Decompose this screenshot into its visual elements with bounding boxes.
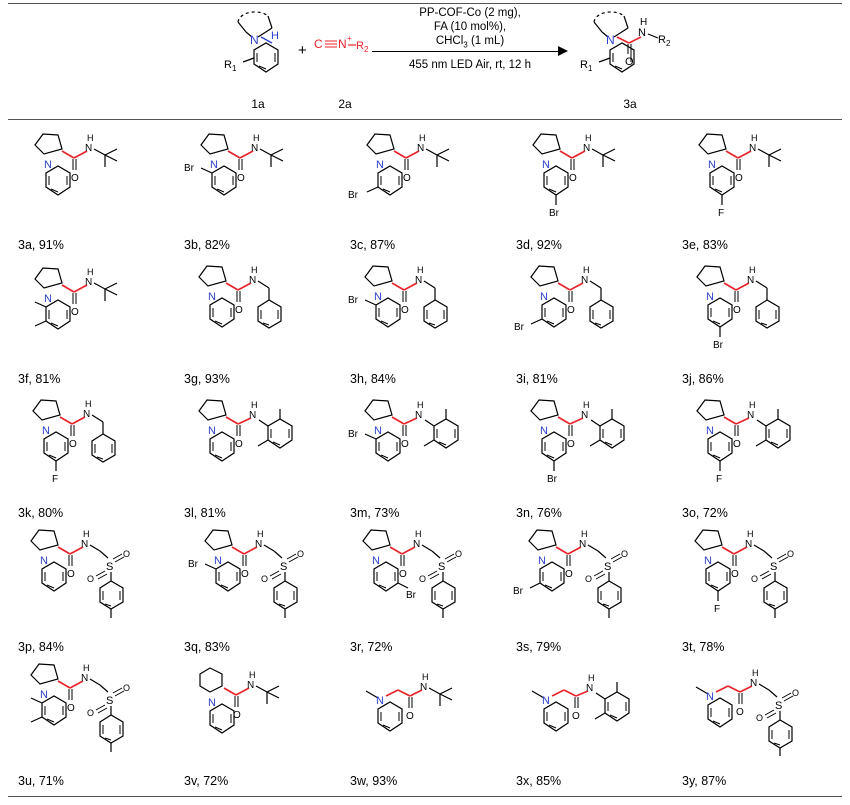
atom-label-F: F (714, 604, 721, 615)
atom-label-N: N (44, 159, 52, 171)
atom-label-Br: Br (549, 208, 559, 219)
atom-label-H: H (640, 17, 648, 28)
atom-label-S: S (775, 700, 783, 712)
product-caption: 3u, 71% (18, 774, 64, 788)
product-cell (176, 526, 342, 660)
product-caption: 3n, 76% (516, 506, 562, 520)
product-cell (342, 258, 508, 392)
atom-label-N: N (251, 143, 259, 154)
atom-label-H: H (251, 265, 258, 275)
atom-label-H: H (588, 673, 595, 683)
atom-label-H: H (419, 133, 426, 143)
condition-line-1: PP-COF-Co (2 mg), (419, 7, 521, 19)
atom-label-O: O (621, 549, 629, 559)
atom-label-O: O (123, 549, 131, 559)
atom-label-N: N (747, 275, 755, 286)
atom-label-H: H (583, 265, 590, 275)
atom-label-O: O (419, 574, 427, 584)
atom-label-N: N (85, 143, 93, 154)
atom-label-O: O (572, 711, 580, 722)
atom-label-O: O (237, 173, 245, 184)
substrate-structure (216, 6, 308, 98)
atom-label-O: O (567, 439, 575, 450)
atom-label-O: O (735, 173, 743, 184)
product-cell (10, 124, 176, 258)
product-caption: 3x, 85% (516, 774, 562, 788)
atom-label-N: N (40, 689, 48, 701)
atom-label-H: H (415, 529, 422, 539)
structure-3l (176, 394, 342, 494)
atom-label-N: N (542, 159, 550, 171)
product-cell (674, 258, 840, 392)
reaction-conditions-above (372, 6, 568, 52)
atom-label-N: N (579, 539, 587, 550)
structure-3q (176, 528, 342, 628)
atom-label-N: N (255, 539, 263, 550)
atom-label-N: N (583, 143, 591, 154)
product-cell (10, 660, 176, 794)
atom-label-S: S (770, 561, 778, 573)
atom-label-H: H (581, 529, 588, 539)
product-cell (176, 258, 342, 392)
product-caption: 3o, 72% (682, 506, 728, 520)
product-caption: 3d, 92% (516, 238, 562, 252)
product-cell (10, 392, 176, 526)
structure-3t (674, 528, 840, 628)
atom-label-F: F (718, 208, 725, 219)
condition-line-4: 455 nm LED (408, 59, 473, 71)
plus-sign: + (298, 42, 307, 59)
atom-label-H: H (87, 267, 94, 277)
atom-label-N: N (208, 697, 216, 709)
product-caption: 3m, 73% (350, 506, 400, 520)
product-caption: 3f, 81% (18, 372, 61, 386)
atom-label-O: O (297, 549, 305, 559)
atom-label-N: N (415, 410, 423, 421)
product-cell (674, 392, 840, 526)
product-caption: 3g, 93% (184, 372, 230, 386)
product-caption: 3j, 86% (682, 372, 724, 386)
atom-label-N: N (706, 691, 714, 703)
atom-label-S: S (106, 561, 114, 573)
atom-label-N: N (586, 683, 594, 694)
product-cell (10, 258, 176, 392)
product-cell (508, 258, 674, 392)
condition-line-2: FA (10 mol%), (433, 21, 507, 33)
atom-label-N: N (40, 555, 48, 567)
atom-label-Br: Br (184, 163, 194, 174)
atom-label-O: O (585, 574, 593, 584)
atom-label-O: O (733, 439, 741, 450)
atom-label-Br: Br (513, 586, 523, 597)
structure-3a (10, 126, 176, 226)
structure-3o (674, 394, 840, 494)
label-substrate-1a: 1a (251, 97, 265, 111)
atom-label-O: O (261, 574, 269, 584)
product-caption: 3t, 78% (682, 640, 725, 654)
product-caption: 3q, 83% (184, 640, 230, 654)
atom-label-N: N (250, 33, 259, 47)
atom-label-H: H (749, 265, 756, 275)
atom-label-H: H (752, 668, 759, 678)
product-cell (674, 660, 840, 794)
atom-label-N: N (44, 293, 52, 305)
atom-label-O: O (787, 549, 795, 559)
atom-label-H: H (583, 400, 590, 410)
product-caption: 3y, 87% (682, 774, 727, 788)
atom-label-S: S (604, 561, 612, 573)
atom-label-H: H (417, 400, 424, 410)
atom-label-R1-sub: 1 (588, 64, 593, 73)
structure-3f (10, 260, 176, 360)
atom-label-N: N (750, 678, 758, 689)
atom-label-O: O (567, 305, 575, 316)
atom-label-O: O (87, 708, 95, 718)
atom-label-H: H (749, 400, 756, 410)
atom-label-O: O (401, 439, 409, 450)
structure-3b (176, 126, 342, 226)
condition-line-3: CHCl$_3$ (1 mL) (435, 35, 505, 50)
label-product-3a: 3a (623, 97, 637, 111)
product-cell (176, 392, 342, 526)
atom-label-C: C (314, 37, 323, 51)
atom-label-H: H (85, 399, 92, 409)
atom-label-N: N (581, 410, 589, 421)
atom-label-O: O (565, 569, 573, 580)
atom-label-S: S (438, 561, 446, 573)
product-cell (342, 392, 508, 526)
atom-label-N: N (81, 539, 89, 550)
structure-3r (342, 528, 508, 628)
product-cell (508, 660, 674, 794)
structure-3h (342, 260, 508, 360)
atom-label-H: H (422, 672, 429, 682)
structure-3y (674, 662, 840, 762)
atom-label-O: O (87, 574, 95, 584)
atom-label-N: N (704, 555, 712, 567)
product-cell (508, 124, 674, 258)
atom-label-O: O (733, 305, 741, 316)
atom-label-O: O (731, 569, 739, 580)
structure-3s (508, 528, 674, 628)
atom-label-O: O (67, 703, 75, 714)
atom-label-N: N (81, 673, 89, 684)
atom-label-N: N (638, 27, 646, 39)
product-caption: 3b, 82% (184, 238, 230, 252)
atom-label-N: N (372, 555, 380, 567)
product-caption: 3a, 91% (18, 238, 64, 252)
atom-label-Br: Br (348, 295, 358, 306)
product-caption: 3e, 83% (682, 238, 728, 252)
atom-label-R1: R (580, 59, 588, 71)
atom-label-F: F (52, 474, 59, 485)
atom-label-H: H (751, 133, 758, 143)
atom-label-S: S (280, 561, 288, 573)
atom-label-O: O (235, 305, 243, 316)
atom-label-R2: R (356, 40, 364, 52)
atom-label-O: O (403, 173, 411, 184)
label-reagent-2a: 2a (338, 97, 352, 111)
atom-label-O: O (736, 707, 744, 718)
atom-label-N: N (749, 143, 757, 154)
product-cell (176, 660, 342, 794)
atom-label-O: O (71, 307, 79, 318)
product-structure (572, 6, 702, 98)
product-caption: 3c, 87% (350, 238, 396, 252)
reaction-scheme (0, 4, 850, 118)
atom-label-O: O (235, 439, 243, 450)
atom-label-H: H (87, 133, 94, 143)
product-caption: 3h, 84% (350, 372, 396, 386)
atom-label-N: N (540, 425, 548, 437)
atom-label-O: O (123, 683, 131, 693)
atom-label-O: O (455, 549, 463, 559)
atom-label-O: O (569, 173, 577, 184)
atom-label-H: H (251, 400, 258, 410)
atom-label-N: N (420, 682, 428, 693)
atom-label-O: O (67, 569, 75, 580)
atom-label-N: N (374, 425, 382, 437)
atom-label-N: N (542, 695, 550, 707)
atom-label-Br: Br (406, 590, 416, 601)
product-caption: 3i, 81% (516, 372, 558, 386)
atom-label-O: O (401, 305, 409, 316)
atom-label-F: F (716, 474, 723, 485)
atom-label-H: H (585, 133, 592, 143)
product-scope-grid (10, 124, 842, 794)
structure-3x (508, 662, 674, 762)
atom-label-N: N (374, 291, 382, 303)
atom-label-H: H (249, 670, 256, 680)
atom-label-N: N (706, 425, 714, 437)
condition-line-5: Air, rt, 12 h (475, 59, 532, 71)
atom-label-O: O (241, 569, 249, 580)
atom-label-N: N (540, 291, 548, 303)
atom-label-O: O (399, 569, 407, 580)
atom-label-O: O (71, 173, 79, 184)
atom-label-Br: Br (547, 474, 557, 485)
atom-label-N: N (581, 275, 589, 286)
atom-label-N: N (376, 159, 384, 171)
structure-3w (342, 662, 508, 762)
atom-label-H: H (257, 529, 264, 539)
atom-label-N: N (85, 277, 93, 288)
atom-label-H: H (271, 30, 279, 42)
atom-label-N: N (42, 425, 50, 437)
atom-label-N: N (417, 143, 425, 154)
atom-label-S: S (106, 695, 114, 707)
product-caption: 3r, 72% (350, 640, 393, 654)
atom-label-N: N (210, 159, 218, 171)
structure-3i (508, 260, 674, 360)
atom-label-N: N (247, 680, 255, 691)
atom-label-N: N (338, 37, 347, 51)
product-cell (674, 526, 840, 660)
structure-3p (10, 528, 176, 628)
atom-label-R2-sub: 2 (666, 39, 671, 48)
atom-label-H: H (253, 133, 260, 143)
atom-label-N: N (415, 275, 423, 286)
atom-label-H: H (83, 663, 90, 673)
atom-label-H: H (83, 529, 90, 539)
atom-label-N: N (413, 539, 421, 550)
atom-label-R1-sub: 1 (232, 64, 237, 73)
atom-label-O: O (756, 713, 764, 723)
product-cell (674, 124, 840, 258)
product-cell (508, 392, 674, 526)
product-cell (10, 526, 176, 660)
product-caption: 3k, 80% (18, 506, 64, 520)
product-cell (342, 124, 508, 258)
product-cell (176, 124, 342, 258)
atom-label-N: N (83, 409, 91, 420)
atom-label-charge: + (347, 34, 352, 43)
atom-label-N: N (606, 33, 615, 47)
atom-label-N: N (747, 410, 755, 421)
atom-label-N: N (249, 275, 257, 286)
product-caption: 3s, 79% (516, 640, 562, 654)
structure-3g (176, 260, 342, 360)
atom-label-R2-sub: 2 (364, 45, 369, 54)
atom-label-O: O (69, 439, 77, 450)
atom-label-Br: Br (713, 340, 723, 351)
structure-3v (176, 662, 342, 762)
atom-label-O: O (751, 574, 759, 584)
structure-3c (342, 126, 508, 226)
structure-3k (10, 394, 176, 494)
atom-label-N: N (376, 695, 384, 707)
structure-3d (508, 126, 674, 226)
rule-bottom (8, 796, 842, 797)
product-caption: 3w, 93% (350, 774, 398, 788)
atom-label-N: N (706, 291, 714, 303)
product-cell (342, 526, 508, 660)
structure-3j (674, 260, 840, 360)
atom-label-Br: Br (514, 322, 524, 333)
product-cell (508, 526, 674, 660)
atom-label-O: O (625, 56, 634, 68)
atom-label-N: N (538, 555, 546, 567)
atom-label-R2: R (658, 34, 666, 46)
structure-3u (10, 662, 176, 762)
atom-label-N: N (208, 291, 216, 303)
reaction-conditions-below (372, 58, 568, 72)
atom-label-Br: Br (348, 429, 358, 440)
atom-label-N: N (249, 410, 257, 421)
product-caption: 3v, 72% (184, 774, 229, 788)
atom-label-R1: R (224, 59, 232, 71)
product-caption: 3l, 81% (184, 506, 226, 520)
rule-middle (8, 119, 842, 120)
atom-label-H: H (417, 265, 424, 275)
atom-label-O: O (792, 688, 800, 698)
atom-label-H: H (747, 529, 754, 539)
atom-label-Br: Br (348, 190, 358, 201)
atom-label-O: O (406, 711, 414, 722)
atom-label-Br: Br (188, 559, 198, 570)
product-cell (342, 660, 508, 794)
atom-label-N: N (708, 159, 716, 171)
atom-label-N: N (208, 425, 216, 437)
reaction-arrow (372, 50, 568, 53)
atom-label-N: N (214, 555, 222, 567)
structure-3e (674, 126, 840, 226)
structure-3n (508, 394, 674, 494)
atom-label-O: O (233, 710, 241, 721)
structure-3m (342, 394, 508, 494)
product-caption: 3p, 84% (18, 640, 64, 654)
atom-label-N: N (745, 539, 753, 550)
